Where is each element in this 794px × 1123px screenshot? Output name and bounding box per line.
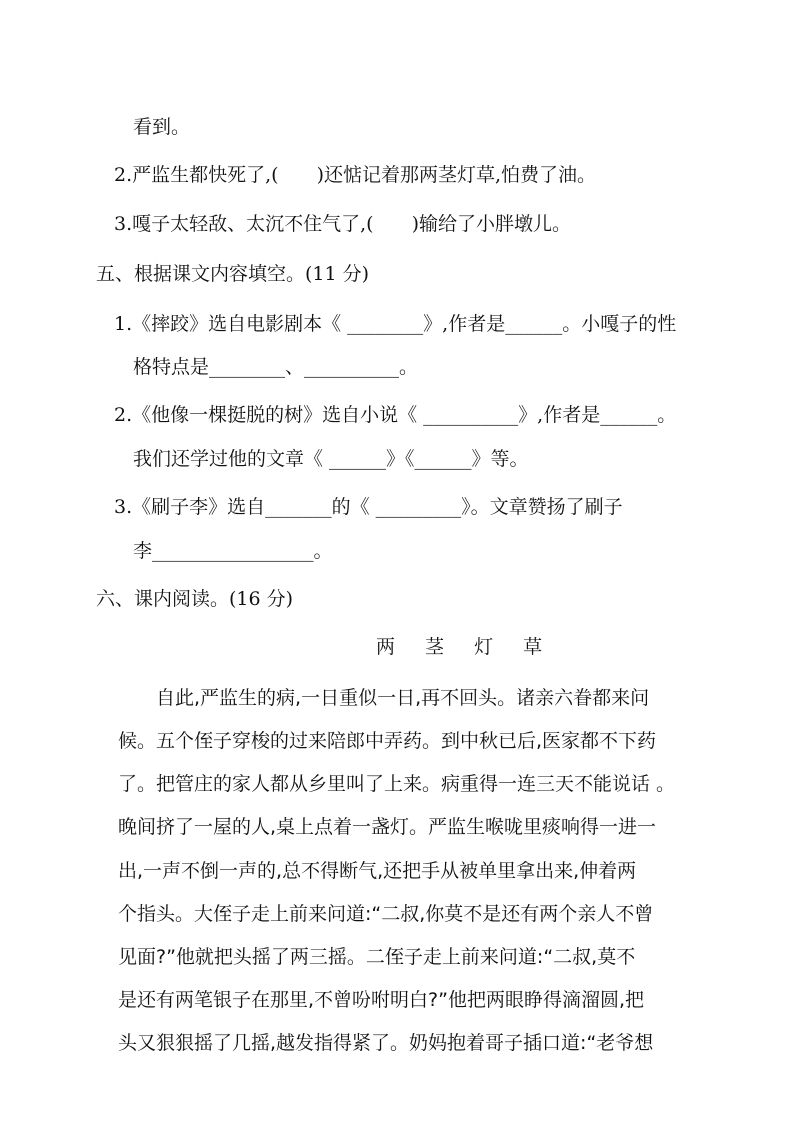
passage-line: 个指头。大侄子走上前来问道:“二叔,你莫不是还有两个亲人不曾 <box>118 903 654 925</box>
question-5-1-line2: 格特点是________、__________。 <box>133 356 419 378</box>
passage-line: 见面?”他就把头摇了两三摇。二侄子走上前来问道:“二叔,莫不 <box>118 946 636 968</box>
question-4-2: 2.严监生都快死了,( )还惦记着那两茎灯草,怕费了油。 <box>114 164 597 186</box>
section4-tail: 看到。 <box>133 116 191 138</box>
passage-line: 了。把管庄的家人都从乡里叫了上来。病重得一连三天不能说话 。 <box>118 773 676 795</box>
passage-line: 出,一声不倒一声的,总不得断气,还把手从被单里拿出来,伸着两 <box>118 860 637 882</box>
section6-heading: 六、课内阅读。(16 分) <box>96 588 294 610</box>
question-4-3: 3.嘎子太轻敌、太沉不住气了,( )输给了小胖墩儿。 <box>114 213 571 235</box>
question-5-1-line1: 1.《摔跤》选自电影剧本《 ________》,作者是______。小嘎子的性 <box>114 313 677 335</box>
question-5-3-line1: 3.《刷子李》选自_______的《 _________》。文章赞扬了刷子 <box>114 496 623 518</box>
passage-title: 两 茎 灯 草 <box>376 636 555 658</box>
passage-line: 候。五个侄子穿梭的过来陪郎中弄药。到中秋已后,医家都不下药 <box>118 730 657 752</box>
question-5-2-line2: 我们还学过他的文章《 ______》《______》等。 <box>133 448 529 470</box>
passage-line: 晚间挤了一屋的人,桌上点着一盏灯。严监生喉咙里痰响得一进一 <box>118 816 657 838</box>
passage-line: 是还有两笔银子在那里,不曾吩咐明白?”他把两眼睁得滴溜圆,把 <box>118 989 645 1011</box>
question-5-2-line1: 2.《他像一棵挺脱的树》选自小说《 __________》,作者是______。 <box>114 404 677 426</box>
question-5-3-line2: 李_________________。 <box>133 540 333 562</box>
passage-line: 头又狠狠摇了几摇,越发指得紧了。奶妈抱着哥子插口道:“老爷想 <box>118 1032 654 1054</box>
section5-heading: 五、根据课文内容填空。(11 分) <box>96 263 370 285</box>
passage-line: 自此,严监生的病,一日重似一日,再不回头。诸亲六眷都来问 <box>156 687 650 709</box>
